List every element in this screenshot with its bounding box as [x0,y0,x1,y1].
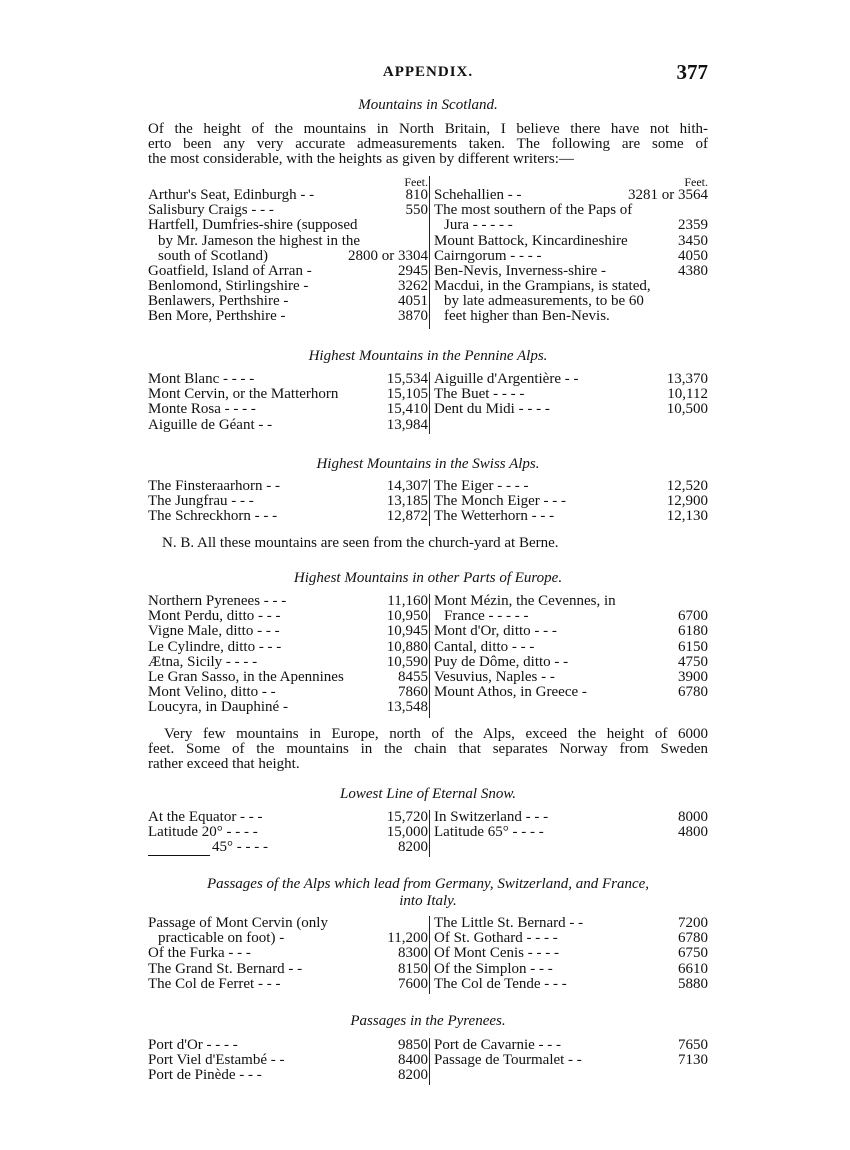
row-label: Hartfell, Dumfries-shire (supposed [148,218,358,234]
row-value: 13,548 [386,699,428,716]
table-row [434,825,708,840]
table-row [148,670,428,685]
row-value: 15,000 [386,824,428,841]
feet-unit-label: Feet. [684,175,708,189]
table-row [148,188,428,203]
table-row [148,609,428,624]
row-value: 12,520 [666,477,708,494]
right-column [434,479,708,526]
row-label: Latitude 20° - - - - [148,825,258,841]
row-label: The Buet - - - - [434,387,525,403]
row-value: 11,200 [387,930,428,947]
europe-paragraph [148,727,708,772]
row-value: 10,112 [667,386,708,403]
table-row [434,310,708,325]
row-label: Arthur's Seat, Edinburgh - - [148,187,315,203]
table-row [148,640,428,655]
table-row [434,234,708,249]
row-value: 13,984 [386,416,428,433]
right-column [434,176,708,329]
row-value: 11,160 [387,592,428,609]
table-row [148,962,428,977]
table-row [434,372,708,387]
row-label: Mont d'Or, ditto - - - [434,624,557,640]
table-alps-passages [148,916,708,994]
row-value: 6750 [678,945,708,962]
column-divider [429,176,430,329]
row-label: 45° - - - - [212,840,268,856]
table-row [148,402,428,417]
row-value: 7200 [678,914,708,931]
row-value: 2359 [678,217,708,234]
table-row [434,640,708,655]
table-row [148,294,428,309]
row-label: Port de Pinède - - - [148,1068,262,1084]
row-label: The most southern of the Paps of [434,203,633,219]
table-swiss [148,479,708,526]
row-value: 12,872 [386,508,428,525]
row-value: 6780 [678,684,708,701]
row-value: 10,590 [386,653,428,670]
section-title-alps-passages [148,876,708,910]
column-divider [429,594,430,718]
row-label: Mont Mézin, the Cevennes, in [434,593,616,609]
table-row [434,931,708,946]
table-row [148,655,428,670]
row-value: 8200 [398,1067,428,1084]
table-row [434,218,708,233]
table-row [148,218,428,233]
table-row [148,310,428,325]
row-label: Cairngorum - - - - [434,248,542,264]
row-value: 3900 [678,668,708,685]
row-value: 6700 [678,608,708,625]
row-value: 12,900 [666,493,708,510]
table-row [434,402,708,417]
intro-line: the most considerable, with the heights as given by different writers:— [148,151,574,167]
row-value: 12,130 [666,508,708,525]
paragraph-line: rather exceed that height. [148,756,300,772]
row-label: Vigne Male, ditto - - - [148,624,280,640]
table-row [434,1038,708,1053]
table-row [148,249,428,264]
row-value: 6150 [678,638,708,655]
section-title-scotland: Mountains in Scotland. [358,97,498,113]
row-value: 6610 [678,960,708,977]
row-label: Port Viel d'Estambé - - [148,1053,285,1069]
row-value: 8000 [678,808,708,825]
row-label: Port d'Or - - - - [148,1037,238,1053]
column-divider [429,916,430,994]
row-label: Of the Furka - - - [148,946,251,962]
right-column [434,810,708,857]
row-label: Mount Athos, in Greece - [434,685,587,701]
table-row [148,264,428,279]
ditto-rule [148,849,210,856]
table-row [434,977,708,992]
intro-line: erto been any very accurate admeasurements taken. The following are some of [148,136,708,152]
table-row [434,509,708,524]
table-snow [148,810,708,857]
row-label: Schehallien - - [434,187,522,203]
table-row [148,387,428,402]
row-value: 550 [405,202,428,219]
row-value: 2800 or 3304 [348,247,428,264]
row-value: 3281 or 3564 [628,186,708,203]
table-row [148,1068,428,1083]
column-divider [429,479,430,526]
row-value: 5880 [678,975,708,992]
row-value: 13,370 [666,370,708,387]
row-label: by late admeasurements, to be 60 [444,294,644,310]
table-row [148,203,428,218]
row-label: Vesuvius, Naples - - [434,669,555,685]
title-line: Passages of the Alps which lead from Germany, Switzerland, and France, [206,876,650,892]
right-column [434,1038,708,1085]
table-row [434,624,708,639]
section-title-snow: Lowest Line of Eternal Snow. [340,786,516,802]
row-label: Ætna, Sicily - - - - [148,654,258,670]
row-value: 7600 [398,975,428,992]
row-value: 15,534 [386,370,428,387]
table-row [434,946,708,961]
row-value: 10,880 [386,638,428,655]
row-label: Goatfield, Island of Arran - [148,263,312,279]
table-row [434,609,708,624]
row-value: 810 [405,186,428,203]
row-value: 3262 [398,278,428,295]
row-label: Ben More, Perthshire - [148,309,286,325]
row-label: Dent du Midi - - - - [434,402,550,418]
row-label: The Col de Ferret - - - [148,976,281,992]
section-title-europe: Highest Mountains in other Parts of Europe. [293,570,563,586]
table-row [148,418,428,433]
row-value: 13,185 [386,493,428,510]
row-label: Mount Battock, Kincardineshire [434,233,628,249]
paragraph-line: Very few mountains in Europe, north of the Alps, exceed the height of 6000 [164,726,708,742]
section-title-swiss: Highest Mountains in the Swiss Alps. [316,456,540,472]
table-row [148,279,428,294]
row-value: 10,945 [386,623,428,640]
row-value: 3450 [678,232,708,249]
table-row [434,655,708,670]
row-label: Of Mont Cenis - - - - [434,946,559,962]
table-row [434,264,708,279]
row-value: 8150 [398,960,428,977]
table-scotland [148,176,708,329]
row-value: 4750 [678,653,708,670]
column-divider [429,810,430,857]
row-label: The Grand St. Bernard - - [148,961,303,977]
table-pyrenees [148,1038,708,1085]
table-row [148,977,428,992]
row-label: The Little St. Bernard - - [434,915,584,931]
row-value: 14,307 [386,477,428,494]
table-row [148,1053,428,1068]
intro-line: Of the height of the mountains in North Britain, I believe there have not hith- [148,121,708,137]
table-row [148,479,428,494]
row-label: Mont Cervin, or the Matterhorn [148,387,339,403]
table-row [434,479,708,494]
row-label: Northern Pyrenees - - - [148,593,287,609]
row-label: At the Equator - - - [148,809,263,825]
table-row [148,624,428,639]
row-label: Passage de Tourmalet - - [434,1053,582,1069]
row-value: 7650 [678,1036,708,1053]
table-row [148,946,428,961]
row-label: The Eiger - - - - [434,478,529,494]
row-label: Jura - - - - - [444,218,513,234]
running-title: APPENDIX. [382,64,474,80]
page-number: 377 [676,60,708,84]
table-row [148,825,428,840]
row-label: Latitude 65° - - - - [434,825,544,841]
column-divider [429,372,430,434]
table-row [148,234,428,249]
row-value: 15,105 [386,386,428,403]
row-label: by Mr. Jameson the highest in the [158,233,361,249]
row-value: 9850 [398,1036,428,1053]
row-label: Macdui, in the Grampians, is stated, [434,279,651,295]
running-header [148,60,708,84]
left-column [148,810,428,857]
row-value: 2945 [398,262,428,279]
row-value: 8200 [398,839,428,856]
table-row [434,294,708,309]
row-value: 7860 [398,684,428,701]
row-label: Passage of Mont Cervin (only [148,915,328,931]
table-row [434,594,708,609]
row-value: 10,500 [666,401,708,418]
row-value: 4800 [678,824,708,841]
table-row [434,387,708,402]
table-row [434,962,708,977]
table-europe [148,594,708,718]
row-label: Ben-Nevis, Inverness-shire - [434,263,607,279]
feet-unit-label: Feet. [404,175,428,189]
table-row [434,203,708,218]
note-text: N. B. All these mountains are seen from the church-yard at Berne. [162,535,559,551]
section-title-pennine: Highest Mountains in the Pennine Alps. [308,348,548,364]
table-row [434,685,708,700]
row-label: Aiguille de Géant - - [148,417,273,433]
row-value: 8455 [398,668,428,685]
table-row [434,810,708,825]
table-row [434,916,708,931]
title-line: into Italy. [399,893,457,909]
section-title-pyrenees: Passages in the Pyrenees. [350,1013,506,1029]
row-value: 10,950 [386,608,428,625]
row-label: Port de Cavarnie - - - [434,1037,562,1053]
row-label: Benlawers, Perthshire - [148,294,289,310]
table-row [434,249,708,264]
right-column [434,594,708,718]
row-label: Le Gran Sasso, in the Apennines [148,669,344,685]
row-label: Aiguille d'Argentière - - [434,371,579,387]
row-value: 15,720 [386,808,428,825]
left-column [148,372,428,434]
row-value: 8400 [398,1052,428,1069]
table-row [148,372,428,387]
row-label: Salisbury Craigs - - - [148,203,274,219]
row-label: practicable on foot) - [158,931,285,947]
row-label: France - - - - - [444,609,529,625]
table-row [434,494,708,509]
row-value: 4380 [678,262,708,279]
row-label: The Jungfrau - - - [148,494,254,510]
row-label: Puy de Dôme, ditto - - [434,654,569,670]
row-value: 4050 [678,247,708,264]
left-column [148,176,428,329]
left-column [148,479,428,526]
table-row [148,494,428,509]
row-label: Benlomond, Stirlingshire - [148,279,309,295]
row-label: Mont Blanc - - - - [148,371,255,387]
table-pennine [148,372,708,434]
row-label: feet higher than Ben-Nevis. [444,309,610,325]
table-row [148,700,428,715]
row-value: 3870 [398,308,428,325]
row-label: The Finsteraarhorn - - [148,478,281,494]
row-label: The Monch Eiger - - - [434,494,567,510]
row-label: Of the Simplon - - - [434,961,553,977]
row-label: Cantal, ditto - - - [434,639,535,655]
table-row [434,188,708,203]
row-label: Of St. Gothard - - - - [434,931,558,947]
row-value: 15,410 [386,401,428,418]
table-row [434,279,708,294]
swiss-note [162,536,708,551]
row-value: 6780 [678,930,708,947]
row-value: 6180 [678,623,708,640]
left-column [148,1038,428,1085]
table-row [148,594,428,609]
row-label: Loucyra, in Dauphiné - [148,700,288,716]
table-row [148,1038,428,1053]
table-row [148,840,428,855]
table-row [434,1053,708,1068]
row-label: The Wetterhorn - - - [434,509,555,525]
right-column [434,916,708,994]
right-column [434,372,708,434]
paragraph-line: feet. Some of the mountains in the chain that separates Norway from Sweden [148,741,708,757]
table-row [148,931,428,946]
left-column [148,594,428,718]
row-value: 4051 [398,293,428,310]
row-label: Le Cylindre, ditto - - - [148,639,282,655]
table-row [434,670,708,685]
left-column [148,916,428,994]
column-divider [429,1038,430,1085]
table-row [148,685,428,700]
table-row [148,810,428,825]
row-label: Monte Rosa - - - - [148,402,256,418]
row-label: south of Scotland) [158,248,268,264]
row-label: The Schreckhorn - - - [148,509,278,525]
table-row [148,509,428,524]
row-label: The Col de Tende - - - [434,976,567,992]
row-label: Mont Perdu, ditto - - - [148,609,281,625]
table-row [148,916,428,931]
row-value: 8300 [398,945,428,962]
row-label: In Switzerland - - - [434,809,549,825]
scotland-intro [148,122,708,167]
row-value: 7130 [678,1052,708,1069]
row-label: Mont Velino, ditto - - [148,685,276,701]
